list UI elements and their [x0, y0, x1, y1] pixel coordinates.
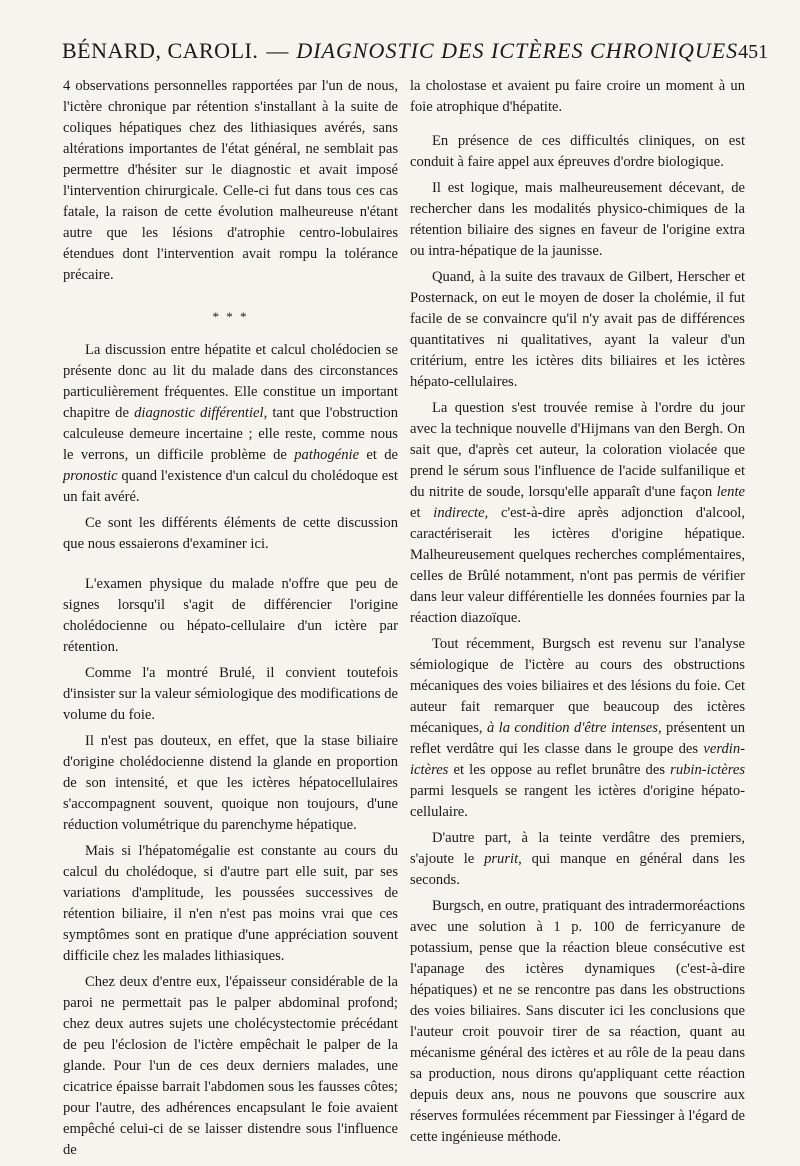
emphasis: diagnostic différentiel	[134, 405, 264, 421]
paragraph: Ce sont les différents éléments de cette discussion que nous essaierons d'examiner ici.	[63, 515, 398, 552]
running-header	[62, 38, 769, 72]
emphasis: verdin-ictères	[410, 741, 745, 778]
paragraph: D'autre part, à la teinte verdâtre des premiers, s'ajoute le prurit, qui manque en général dans les seconds.	[410, 830, 746, 888]
section-separator: * * *	[212, 309, 249, 324]
paragraph: Il est logique, mais malheureusement décevant, de rechercher dans les modalités physico-chimiques de la rétention biliaire des signes en faveur de l'origine extra ou intra-hépatique de la jaunisse.	[410, 180, 745, 259]
paragraph: En présence de ces difficultés cliniques, on est conduit à faire appel aux épreuves d'ordre biologique.	[410, 133, 745, 170]
header-authors: BÉNARD, CAROLI.	[62, 38, 259, 63]
paragraph-gap	[410, 123, 745, 131]
paragraph: 4 observations personnelles rapportées par l'un de nous, l'ictère chronique par rétention s'installant à la suite de coliques hépatiques chez des lithiasiques avérés, sans altérations importantes de l'état général, ne semblait pas permettre d'hésiter sur le diagnostic et avait imposé l'intervention chirurgicale. Celle-ci fut dans tous ces cas fatale, la raison de cette évolution malheureuse n'étant autre que les lésions d'atrophie centro-lobulaires étendues dont l'intervention avait rompu la tolérance précaire.	[63, 78, 398, 283]
emphasis: à la condition d'être intenses	[486, 720, 658, 736]
header-separator: —	[266, 38, 289, 63]
paragraph: Comme l'a montré Brulé, il convient toutefois d'insister sur la valeur sémiologique des modifications de volume du foie.	[63, 665, 398, 723]
header-title: DIAGNOSTIC DES ICTÈRES CHRONIQUES	[296, 38, 739, 63]
emphasis: rubin-ictères	[670, 762, 745, 778]
paragraph: Il n'est pas douteux, en effet, que la stase biliaire d'origine cholédocienne distend la glande en proportion de son intensité, et que les ictères hépatocellulaires s'accompagnent souvent, quoique non toujours, d'une réduction volumétrique du parenchyme hépatique.	[63, 733, 398, 833]
emphasis: prurit	[484, 851, 519, 867]
page-number: 451	[738, 41, 769, 63]
right-column	[410, 76, 745, 1153]
paragraph: La discussion entre hépatite et calcul cholédocien se présente donc au lit du malade dans des circonstances particulièrement fréquentes. Elle constitue un important chapitre de diagnostic différentiel, tant que l'obstruction calculeuse demeure incertaine ; elle reste, comme nous le verrons, un difficile problème de pathogénie et de pronostic quand l'existence d'un calcul du cholédoque est un fait avéré.	[63, 342, 399, 505]
paragraph: Burgsch, en outre, pratiquant des intradermoréactions avec une solution à 1 p. 100 de ferricyanure de potassium, pense que la réaction bleue consécutive est l'apanage des ictères dynamiques (c'est-à-dire hépatiques) et ne se rencontre pas dans les obstructions des voies biliaires. Sans discuter ici les conclusions que l'auteur croit pouvoir tirer de sa réaction, quant au mécanisme général des ictères et au rôle de la peau dans sa production, nous dirons qu'appliquant cette réaction depuis deux ans, nous ne pouvons que souscrire aux réserves formulées récemment par Fiessinger à l'égard de cette ingénieuse méthode.	[410, 898, 745, 1145]
paragraph: Mais si l'hépatomégalie est constante au cours du calcul du cholédoque, si d'autre part elle suit, par ses variations d'amplitude, les poussées successives de rétention biliaire, il n'en n'est pas moins vrai que ces symptômes sont en pratique d'une appréciation souvent difficile chez les malades lithiasiques.	[63, 843, 398, 964]
paragraph: Tout récemment, Burgsch est revenu sur l'analyse sémiologique de l'ictère au cours des obstructions mécaniques des voies biliaires et des lésions du foie. Cet auteur fait remarquer que beaucoup des ictères mécaniques, à la condition d'être intenses, présentent un reflet verdâtre qui les classe dans le groupe des verdin-ictères et les oppose au reflet brunâtre des rubin-ictères parmi lesquels se rangent les ictères d'origine hépato-cellulaire.	[410, 636, 746, 820]
emphasis: lente	[716, 484, 745, 500]
paragraph: L'examen physique du malade n'offre que peu de signes lorsqu'il s'agit de différencier l'origine cholédocienne ou hépato-cellulaire d'un ictère par rétention.	[63, 576, 398, 655]
emphasis: indirecte	[433, 505, 485, 521]
left-column	[63, 76, 398, 1166]
emphasis: pronostic	[63, 468, 118, 484]
paragraph-gap	[63, 560, 398, 574]
paragraph: la cholostase et avaient pu faire croire un moment à un foie atrophique d'hépatite.	[410, 78, 745, 115]
paragraph: Quand, à la suite des travaux de Gilbert, Herscher et Posternack, on eut le moyen de doser la cholémie, il fut facile de se convaincre qu'il n'y avait pas de différences quantitatives ni qualitatives, ayant la valeur d'un critérium, entre les ictères dits biliaires et les ictères hépato-cellulaires.	[410, 269, 745, 390]
emphasis: pathogénie	[294, 447, 360, 463]
paragraph: Chez deux d'entre eux, l'épaisseur considérable de la paroi ne permettait pas le palper abdominal profond; chez deux autres sujets une cholécystectomie précédant de peu l'éclosion de l'ictère empêchait le palper de la glande. Pour l'un de ces deux derniers malades, une cicatrice épaisse barrait l'abdomen sous les fausses côtes; pour l'autre, des adhérences encapsulant le foie avaient empêché celui-ci de se laisser distendre sous l'influence de	[63, 974, 398, 1158]
paragraph: La question s'est trouvée remise à l'ordre du jour avec la technique nouvelle d'Hijmans van den Bergh. On sait que, d'après cet auteur, la coloration violacée que prend le sérum sous l'influence de l'acide sulfanilique et du nitrite de soude, lorsqu'elle apparaît d'une façon lente et indirecte, c'est-à-dire après adjonction d'alcool, caractériserait les ictères d'origine hépatique. Malheureusement quelques recherches complémentaires, celles de Brûlé notamment, n'ont pas permis de vérifier dans leur valeur différentielle les données fournies par la réaction diazoïque.	[410, 400, 745, 626]
